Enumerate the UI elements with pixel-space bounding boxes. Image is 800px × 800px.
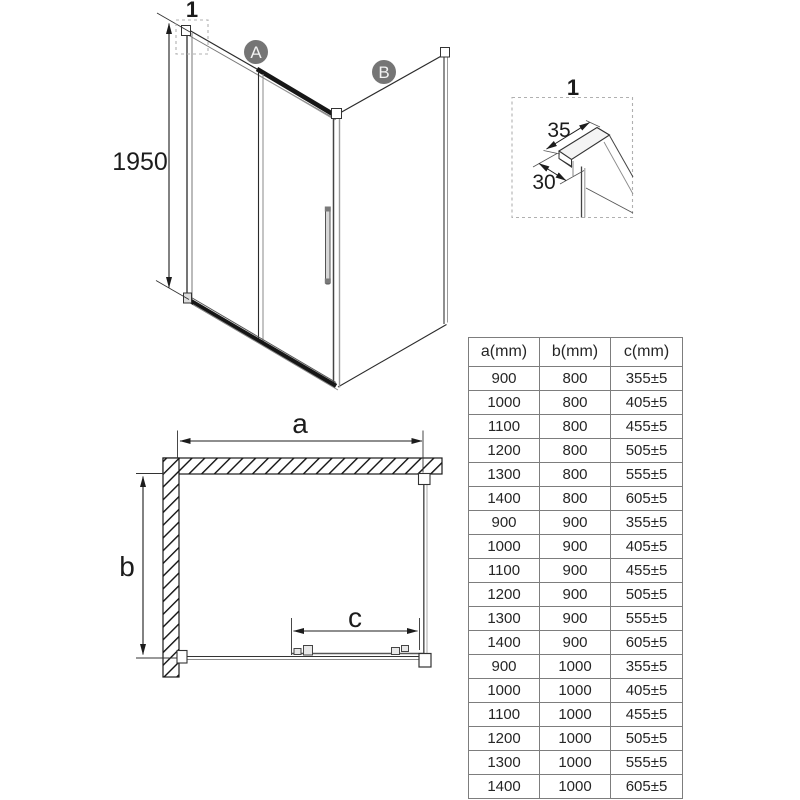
profile-detail-view xyxy=(512,75,633,218)
table-cell: 900 xyxy=(540,535,611,559)
table-cell: 1000 xyxy=(469,679,540,703)
table-cell: 900 xyxy=(540,583,611,607)
table-row xyxy=(469,751,683,775)
table-cell: 405±5 xyxy=(611,535,683,559)
header-c: c(mm) xyxy=(611,338,683,367)
table-row xyxy=(469,727,683,751)
header-b: b(mm) xyxy=(540,338,611,367)
table-cell: 1300 xyxy=(469,463,540,487)
door-handle xyxy=(325,207,331,285)
table-cell: 505±5 xyxy=(611,439,683,463)
table-cell: 505±5 xyxy=(611,583,683,607)
table-cell: 900 xyxy=(469,511,540,535)
table-cell: 405±5 xyxy=(611,391,683,415)
table-cell: 405±5 xyxy=(611,679,683,703)
table-cell: 1400 xyxy=(469,487,540,511)
table-cell: 800 xyxy=(540,415,611,439)
table-row xyxy=(469,391,683,415)
table-row xyxy=(469,631,683,655)
detail-callout-number: 1 xyxy=(185,0,199,22)
table-cell: 605±5 xyxy=(611,631,683,655)
table-cell: 1200 xyxy=(469,583,540,607)
table-cell: 1300 xyxy=(469,751,540,775)
table-cell: 800 xyxy=(540,439,611,463)
size-table-header xyxy=(469,338,683,367)
panel-a-badge xyxy=(244,40,268,64)
table-cell: 555±5 xyxy=(611,463,683,487)
table-cell: 1100 xyxy=(469,415,540,439)
detail-title: 1 xyxy=(566,75,580,100)
table-cell: 1000 xyxy=(540,751,611,775)
plan-view xyxy=(119,408,442,677)
table-cell: 1000 xyxy=(540,727,611,751)
table-cell: 1000 xyxy=(469,391,540,415)
table-cell: 900 xyxy=(540,607,611,631)
detail-depth-label: 30 xyxy=(532,171,556,194)
front-isometric-view xyxy=(112,0,449,390)
table-cell: 1000 xyxy=(540,775,611,799)
table-cell: 1400 xyxy=(469,775,540,799)
table-cell: 555±5 xyxy=(611,607,683,631)
panel-b-badge xyxy=(372,60,396,84)
table-cell: 355±5 xyxy=(611,367,683,391)
table-cell: 505±5 xyxy=(611,727,683,751)
table-cell: 900 xyxy=(540,511,611,535)
table-row xyxy=(469,607,683,631)
table-row xyxy=(469,415,683,439)
table-cell: 800 xyxy=(540,391,611,415)
size-table-body xyxy=(469,367,683,799)
table-cell: 555±5 xyxy=(611,751,683,775)
table-cell: 455±5 xyxy=(611,415,683,439)
table-cell: 605±5 xyxy=(611,775,683,799)
size-table xyxy=(468,337,683,799)
table-row xyxy=(469,583,683,607)
table-row xyxy=(469,487,683,511)
header-a: a(mm) xyxy=(469,338,540,367)
table-row xyxy=(469,535,683,559)
table-cell: 455±5 xyxy=(611,559,683,583)
table-cell: 605±5 xyxy=(611,487,683,511)
table-row xyxy=(469,679,683,703)
table-cell: 900 xyxy=(540,559,611,583)
table-cell: 1200 xyxy=(469,439,540,463)
table-row xyxy=(469,463,683,487)
table-cell: 900 xyxy=(540,631,611,655)
table-cell: 800 xyxy=(540,487,611,511)
table-cell: 1000 xyxy=(540,679,611,703)
panel-b-letter: B xyxy=(378,63,390,82)
table-cell: 355±5 xyxy=(611,655,683,679)
plan-a-label: a xyxy=(292,408,308,439)
table-cell: 1400 xyxy=(469,631,540,655)
table-row xyxy=(469,775,683,799)
table-cell: 1100 xyxy=(469,559,540,583)
table-row xyxy=(469,559,683,583)
table-cell: 1200 xyxy=(469,727,540,751)
table-cell: 900 xyxy=(469,655,540,679)
table-cell: 1000 xyxy=(540,703,611,727)
table-row xyxy=(469,511,683,535)
table-row xyxy=(469,703,683,727)
height-dimension-label: 1950 xyxy=(112,148,168,176)
plan-b-label: b xyxy=(119,551,135,582)
panel-a-letter: A xyxy=(250,43,262,62)
table-cell: 1100 xyxy=(469,703,540,727)
table-cell: 1300 xyxy=(469,607,540,631)
table-cell: 800 xyxy=(540,463,611,487)
table-row xyxy=(469,367,683,391)
plan-wall-top xyxy=(163,458,442,474)
detail-width-label: 35 xyxy=(547,119,571,142)
table-cell: 1000 xyxy=(469,535,540,559)
plan-c-label: c xyxy=(348,602,362,633)
table-header-row xyxy=(469,338,683,367)
table-cell: 900 xyxy=(469,367,540,391)
table-cell: 800 xyxy=(540,367,611,391)
table-row xyxy=(469,655,683,679)
table-cell: 355±5 xyxy=(611,511,683,535)
plan-wall-left xyxy=(163,458,179,677)
table-row xyxy=(469,439,683,463)
table-cell: 455±5 xyxy=(611,703,683,727)
table-cell: 1000 xyxy=(540,655,611,679)
